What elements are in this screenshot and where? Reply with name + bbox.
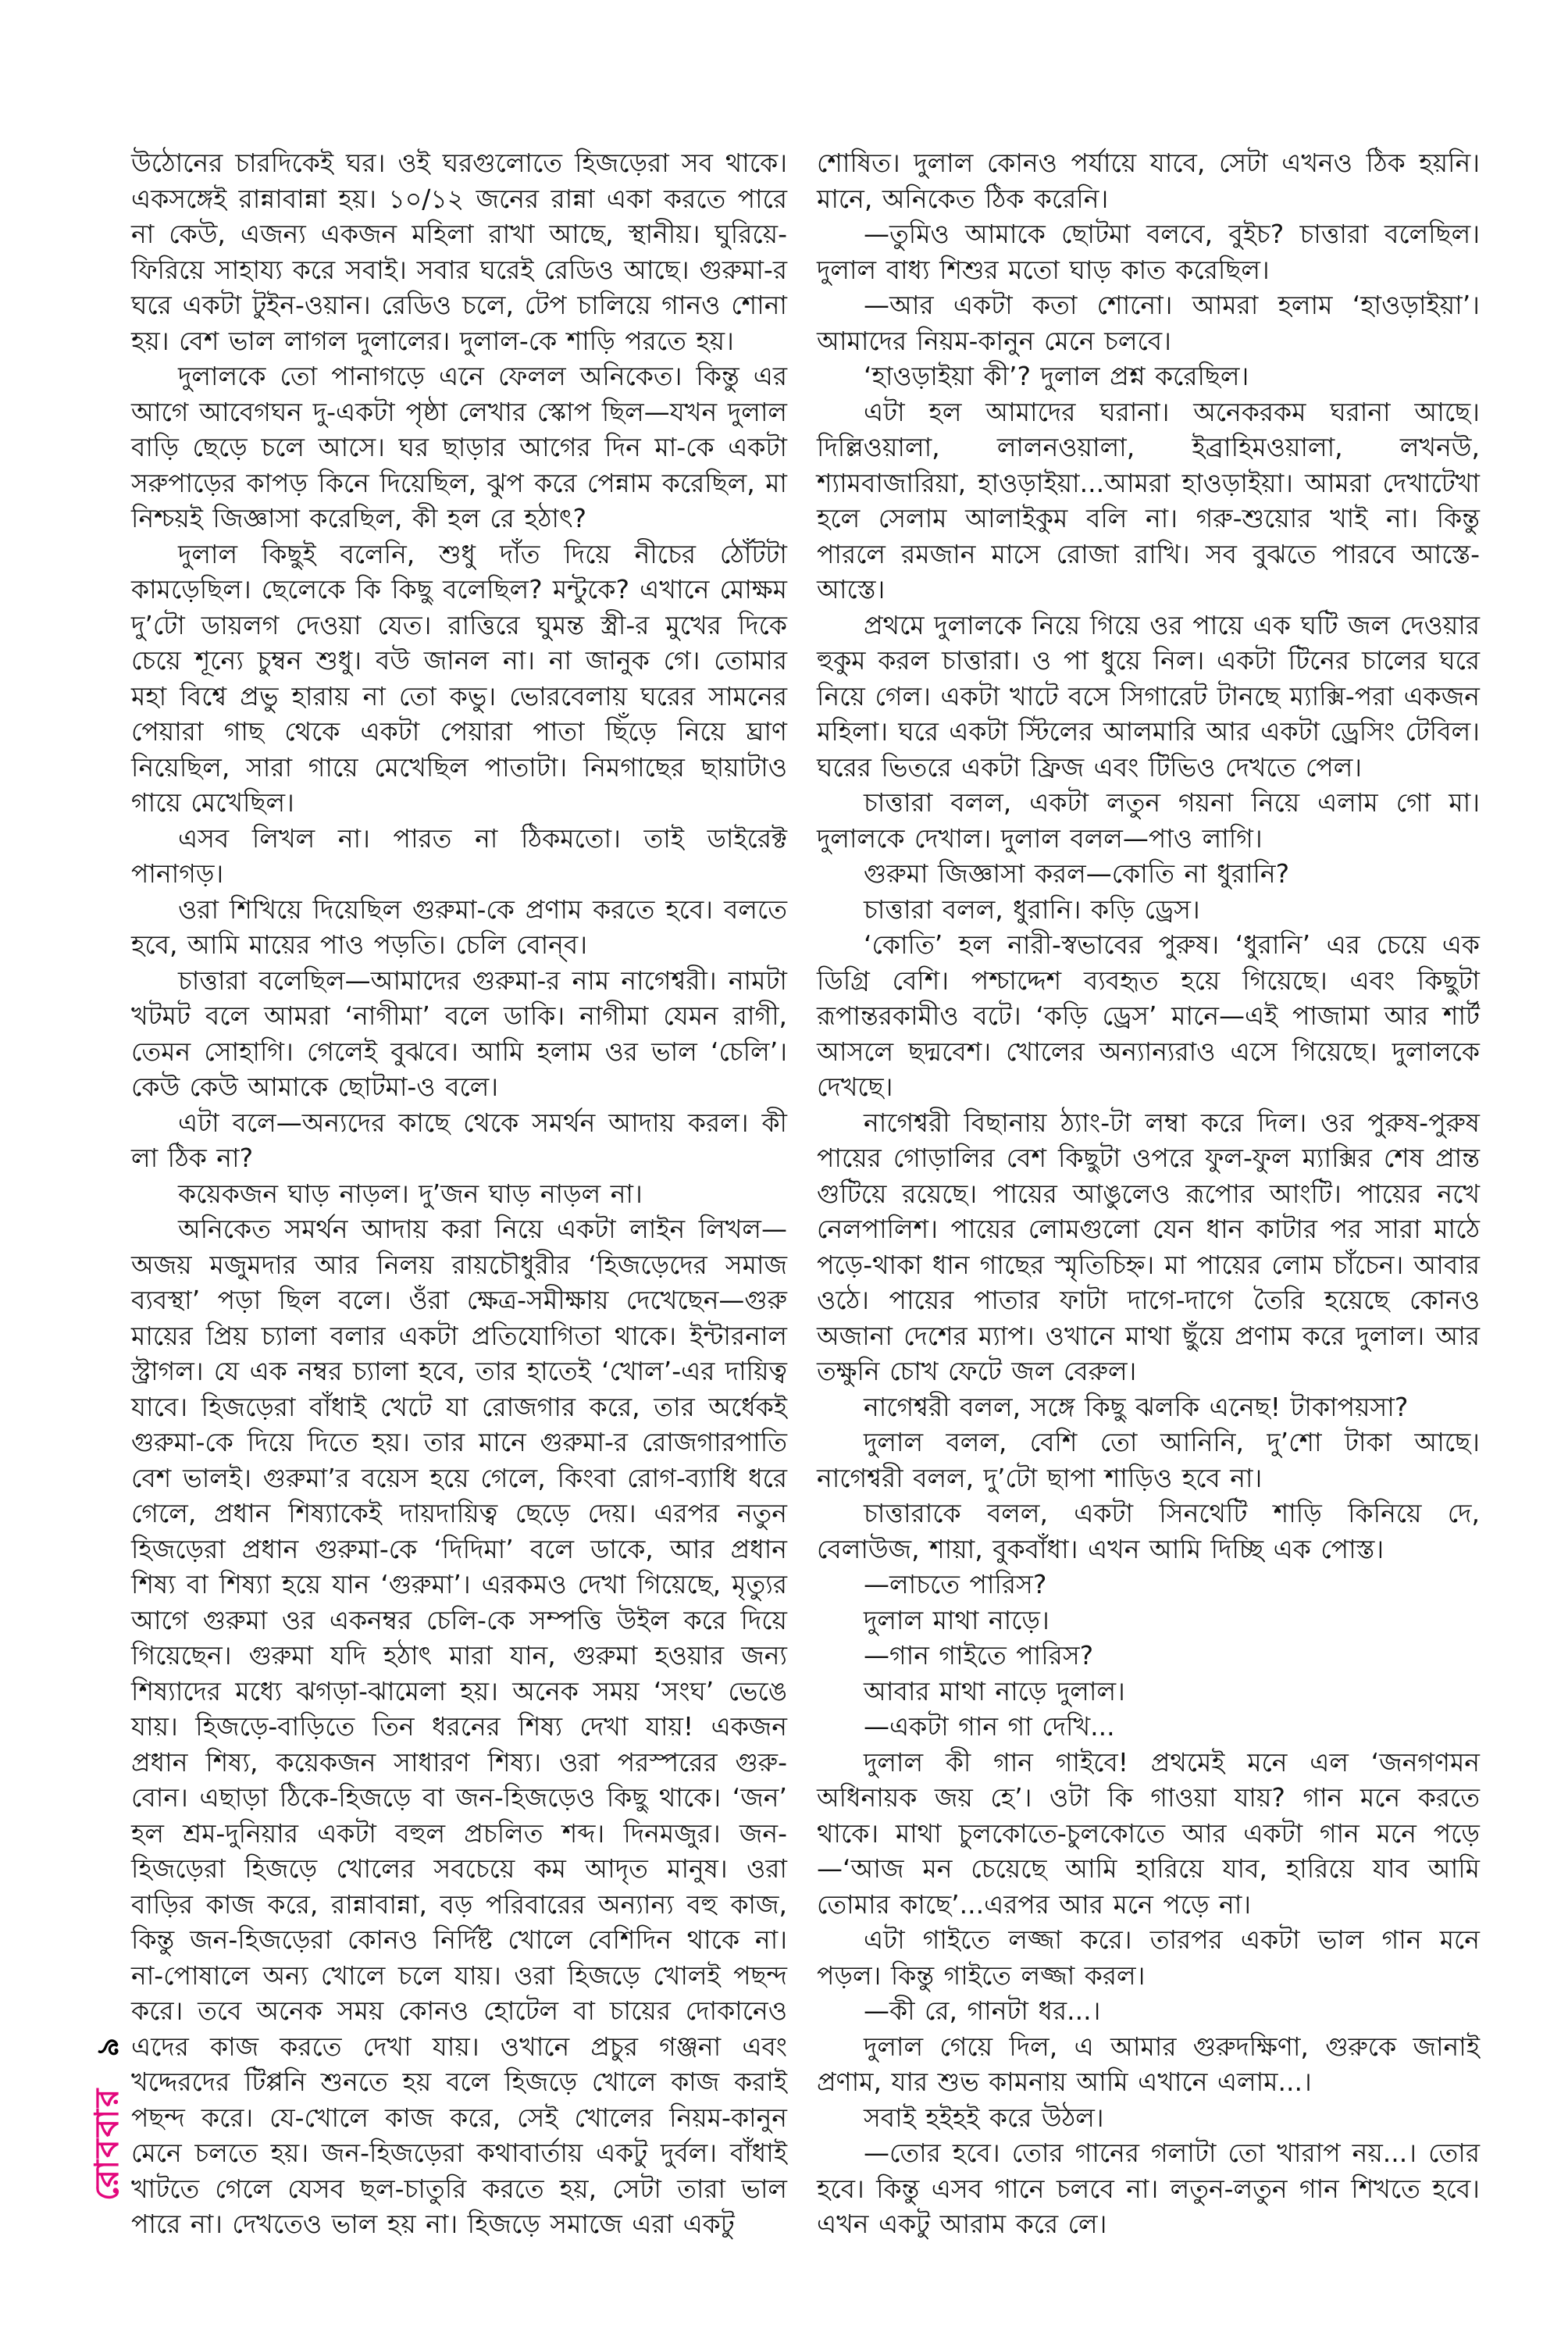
paragraph: আবার মাথা নাড়ে দুলাল। — [864, 1675, 1125, 1706]
paragraph: কয়েকজন ঘাড় নাড়ল। দু’জন ঘাড় নাড়ল না। — [178, 1178, 643, 1209]
paragraph: চাত্তারা বলল, ধুরানি। কড়ি ড্রেস। — [864, 893, 1200, 925]
paragraph: দুলাল গেয়ে দিল, এ আমার গুরুদক্ষিণা, গুরুকে জানাই প্রণাম, যার শুভ কামনায় আমি এখানে এলাম...। — [817, 2031, 1480, 2097]
paragraph: —লাচতে পারিস? — [864, 1569, 1047, 1599]
paragraph: এটা হল আমাদের ঘরানা। অনেকরকম ঘরানা আছে। দিল্লিওয়ালা, লালনওয়ালা, ইব্রাহিমওয়ালা, লখনউ, শ্যামবাজারিয়া, হাওড়াইয়া...আমরা হাওড়াইয়া। আমরা দেখাটেখা হলে সেলাম আলাইকুম বলি না। গরু-শুয়োর খাই না। কিন্তু পারলে রমজান মাসে রোজা রাখি। সব বুঝতে পারবে আস্তে-আস্তে। — [817, 396, 1480, 604]
paragraph: —আর একটা কতা শোনো। আমরা হলাম ‘হাওড়াইয়া’। আমাদের নিয়ম-কানুন মেনে চলবে। — [817, 290, 1480, 356]
paragraph: ‘হাওড়াইয়া কী’? দুলাল প্রশ্ন করেছিল। — [864, 361, 1249, 391]
paragraph: সবাই হইহই করে উঠল। — [864, 2102, 1104, 2133]
paragraph: উঠোনের চারদিকেই ঘর। ওই ঘরগুলোতে হিজড়েরা সব থাকে। একসঙ্গেই রান্নাবান্না হয়। ১০/১২ জনের রান্না একা করতে পারে না কেউ, এজন্য একজন মহিলা রাখা আছে, স্থানীয়। ঘুরিয়ে-ফিরিয়ে সাহায্য করে সবাই। সবার ঘরেই রেডিও আছে। গুরুমা-র ঘরে একটা টুইন-ওয়ান। রেডিও চলে, টেপ চালিয়ে গানও শোনা হয়। বেশ ভাল লাগল দুলালের। দুলাল-কে শাড়ি পরতে হয়। — [131, 148, 787, 356]
paragraph: দুলালকে তো পানাগড়ে এনে ফেলল অনিকেত। কিন্তু এর আগে আবেগঘন দু-একটা পৃষ্ঠা লেখার স্কোপ ছিল—যখন দুলাল বাড়ি ছেড়ে চলে আসে। ঘর ছাড়ার আগের দিন মা-কে একটা সরুপাড়ের কাপড় কিনে দিয়েছিল, ঝুপ করে পেন্নাম করেছিল, মা নিশ্চয়ই জিজ্ঞাসা করেছিল, কী হল রে হঠাৎ? — [131, 361, 787, 533]
page-number: ৯ — [91, 2037, 125, 2057]
paragraph: ওরা শিখিয়ে দিয়েছিল গুরুমা-কে প্রণাম করতে হবে। বলতে হবে, আমি মায়ের পাও পড়তি। চেলি বোন্‌ব। — [131, 893, 787, 960]
paragraph: —গান গাইতে পারিস? — [864, 1640, 1094, 1671]
paragraph: নাগেশ্বরী বলল, সঙ্গে কিছু ঝলকি এনেছ! টাকাপয়সা? — [864, 1391, 1409, 1422]
paragraph: প্রথমে দুলালকে নিয়ে গিয়ে ওর পায়ে এক ঘটি জল দেওয়ার হুকুম করল চাত্তারা। ও পা ধুয়ে নিল। একটা টিনের চালের ঘরে নিয়ে গেল। একটা খাটে বসে সিগারেট টানছে ম্যাক্সি-পরা একজন মহিলা। ঘরে একটা স্টিলের আলমারি আর একটা ড্রেসিং টেবিল। ঘরের ভিতরে একটা ফ্রিজ এবং টিভিও দেখতে পেল। — [817, 609, 1480, 783]
paragraph: —কী রে, গানটা ধর...। — [864, 1995, 1101, 2026]
paragraph: চাত্তারা বলল, একটা লতুন গয়না নিয়ে এলাম গো মা। দুলালকে দেখাল। দুলাল বলল—পাও লাগি। — [817, 787, 1480, 854]
paragraph: এটা গাইতে লজ্জা করে। তারপর একটা ভাল গান মনে পড়ল। কিন্তু গাইতে লজ্জা করল। — [817, 1924, 1480, 1991]
paragraph: ‘কোতি’ হল নারী-স্বভাবের পুরুষ। ‘ধুরানি’ এর চেয়ে এক ডিগ্রি বেশি। পশ্চাদ্দেশ ব্যবহৃত হয়ে গিয়েছে। এবং কিছুটা রূপান্তরকামীও বটে। ‘কড়ি ড্রেস’ মানে—এই পাজামা আর শার্ট আসলে ছদ্মবেশ। খোলের অন্যান্যরাও এসে গিয়েছে। দুলালকে দেখছে। — [817, 929, 1480, 1102]
paragraph: নাগেশ্বরী বিছানায় ঠ্যাং-টা লম্বা করে দিল। ওর পুরুষ-পুরুষ পায়ের গোড়ালির বেশ কিছুটা ওপরে ফুল-ফুল ম্যাক্সির শেষ প্রান্ত গুটিয়ে রয়েছে। পায়ের আঙুলেও রূপোর আংটি। পায়ের নখে নেলপালিশ। পায়ের লোমগুলো যেন ধান কাটার পর সারা মাঠে পড়ে-থাকা ধান গাছের স্মৃতিচিহ্ন। মা পায়ের লোম চাঁচেন। আবার ওঠে। পায়ের পাতার ফাটা দাগে-দাগে তৈরি হয়েছে কোনও অজানা দেশের ম্যাপ। ওখানে মাথা ছুঁয়ে প্রণাম করে দুলাল। আর তক্ষুনি চোখ ফেটে জল বেরুল। — [817, 1107, 1480, 1386]
text-column-left — [131, 145, 787, 2242]
paragraph: —তোর হবে। তোর গানের গলাটা তো খারাপ নয়...। তোর হবে। কিন্তু এসব গানে চলবে না। লতুন-লতুন গান শিখতে হবে। এখন একটু আরাম করে লে। — [817, 2138, 1480, 2239]
paragraph: —তুমিও আমাকে ছোটমা বলবে, বুইচ? চাত্তারা বলেছিল। দুলাল বাধ্য শিশুর মতো ঘাড় কাত করেছিল। — [817, 219, 1480, 285]
paragraph: দুলাল কী গান গাইবে! প্রথমেই মনে এল ‘জনগণমন অধিনায়ক জয় হে’। ওটা কি গাওয়া যায়? গান মনে করতে থাকে। মাথা চুলকোতে-চুলকোতে আর একটা গান মনে পড়ে—‘আজ মন চেয়েছে আমি হারিয়ে যাব, হারিয়ে যাব আমি তোমার কাছে’...এরপর আর মনে পড়ে না। — [817, 1746, 1480, 1920]
text-column-right — [817, 145, 1480, 2242]
paragraph: গুরুমা জিজ্ঞাসা করল—কোতি না ধুরানি? — [864, 858, 1290, 889]
paragraph: দুলাল কিছুই বলেনি, শুধু দাঁত দিয়ে নীচের ঠোঁটটা কামড়েছিল। ছেলেকে কি কিছু বলেছিল? মন্টুকে? এখানে মোক্ষম দু’টো ডায়লগ দেওয়া যেত। রাত্তিরে ঘুমন্ত স্ত্রী-র মুখের দিকে চেয়ে শূন্যে চুম্বন শুধু। বউ জানল না। না জানুক গে। তোমার মহা বিশ্বে প্রভু হারায় না তো কভু। ভোরবেলায় ঘরের সামনের পেয়ারা গাছ থেকে একটা পেয়ারা পাতা ছিঁড়ে নিয়ে ঘ্রাণ নিয়েছিল, সারা গায়ে মেখেছিল পাতাটা। নিমগাছের ছায়াটাও গায়ে মেখেছিল। — [131, 538, 787, 818]
paragraph: —একটা গান গা দেখি... — [864, 1711, 1115, 1742]
paragraph: দুলাল বলল, বেশি তো আনিনি, দু’শো টাকা আছে। নাগেশ্বরী বলল, দু’টো ছাপা শাড়িও হবে না। — [817, 1427, 1480, 1493]
paragraph: অনিকেত সমর্থন আদায় করা নিয়ে একটা লাইন লিখল—অজয় মজুমদার আর নিলয় রায়চৌধুরীর ‘হিজড়েদের সমাজ ব্যবস্থা’ পড়া ছিল বলে। ওঁরা ক্ষেত্র-সমীক্ষায় দেখেছেন—গুরু মায়ের প্রিয় চ্যালা বলার একটা প্রতিযোগিতা থাকে। ইন্টারনাল স্ট্রাগল। যে এক নম্বর চ্যালা হবে, তার হাতেই ‘খোল’-এর দায়িত্ব যাবে। হিজড়েরা বাঁধাই খেটে যা রোজগার করে, তার অর্ধেকই গুরুমা-কে দিয়ে দিতে হয়। তার মানে গুরুমা-র রোজগারপাতি বেশ ভালই। গুরুমা’র বয়েস হয়ে গেলে, কিংবা রোগ-ব্যাধি ধরে গেলে, প্রধান শিষ্যাকেই দায়দায়িত্ব ছেড়ে দেয়। এরপর নতুন হিজড়েরা প্রধান গুরুমা-কে ‘দিদিমা’ বলে ডাকে, আর প্রধান শিষ্য বা শিষ্যা হয়ে যান ‘গুরুমা’। এরকমও দেখা গিয়েছে, মৃত্যুর আগে গুরুমা ওর একনম্বর চেলি-কে সম্পত্তি উইল করে দিয়ে গিয়েছেন। গুরুমা যদি হঠাৎ মারা যান, গুরুমা হওয়ার জন্য শিষ্যাদের মধ্যে ঝগড়া-ঝামেলা হয়। অনেক সময় ‘সংঘ’ ভেঙে যায়। হিজড়ে-বাড়িতে তিন ধরনের শিষ্য দেখা যায়! একজন প্রধান শিষ্য, কয়েকজন সাধারণ শিষ্য। ওরা পরস্পরের গুরু-বোন। এছাড়া ঠিকে-হিজড়ে বা জন-হিজড়েও কিছু থাকে। ‘জন’ হল শ্রম-দুনিয়ার একটা বহুল প্রচলিত শব্দ। দিনমজুর। জন-হিজড়েরা হিজড়ে খোলের সবচেয়ে কম আদৃত মানুষ। ওরা বাড়ির কাজ করে, রান্নাবান্না, বড় পরিবারের অন্যান্য বহু কাজ, কিন্তু জন-হিজড়েরা কোনও নির্দিষ্ট খোলে বেশিদিন থাকে না। না-পোষালে অন্য খোলে চলে যায়। ওরা হিজড়ে খোলই পছন্দ করে। তবে অনেক সময় কোনও হোটেল বা চায়ের দোকানেও এদের কাজ করতে দেখা যায়। ওখানে প্রচুর গঞ্জনা এবং খদ্দেরদের টিপ্পনি শুনতে হয় বলে হিজড়ে খোলে কাজ করাই পছন্দ করে। যে-খোলে কাজ করে, সেই খোলের নিয়ম-কানুন মেনে চলতে হয়। জন-হিজড়েরা কথাবার্তায় একটু দুর্বল। বাঁধাই খাটতে গেলে যেসব ছল-চাতুরি করতে হয়, সেটা তারা ভাল পারে না। দেখতেও ভাল হয় না। হিজড়ে সমাজে এরা একটু — [131, 1214, 787, 2239]
paragraph: চাত্তারা বলেছিল—আমাদের গুরুমা-র নাম নাগেশ্বরী। নামটা খটমট বলে আমরা ‘নাগীমা’ বলে ডাকি। নাগীমা যেমন রাগী, তেমন সোহাগি। গেলেই বুঝবে। আমি হলাম ওর ভাল ‘চেলি’। কেউ কেউ আমাকে ছোটমা-ও বলে। — [131, 965, 787, 1102]
paragraph: এটা বলে—অন্যদের কাছে থেকে সমর্থন আদায় করল। কী লা ঠিক না? — [131, 1107, 787, 1173]
margin-vertical-strip — [81, 2038, 137, 2201]
paragraph: শোষিত। দুলাল কোনও পর্যায়ে যাবে, সেটা এখনও ঠিক হয়নি। মানে, অনিকেত ঠিক করেনি। — [817, 148, 1480, 214]
paragraph: এসব লিখল না। পারত না ঠিকমতো। তাই ডাইরেক্ট পানাগড়। — [131, 822, 787, 889]
paragraph: চাত্তারাকে বলল, একটা সিনথেটি শাড়ি কিনিয়ে দে, বেলাউজ, শায়া, বুকবাঁধা। এখন আমি দিচ্ছি এক পোস্ত। — [817, 1498, 1480, 1564]
magazine-title: রোববার — [87, 2086, 126, 2201]
paragraph: দুলাল মাথা নাড়ে। — [864, 1604, 1049, 1635]
